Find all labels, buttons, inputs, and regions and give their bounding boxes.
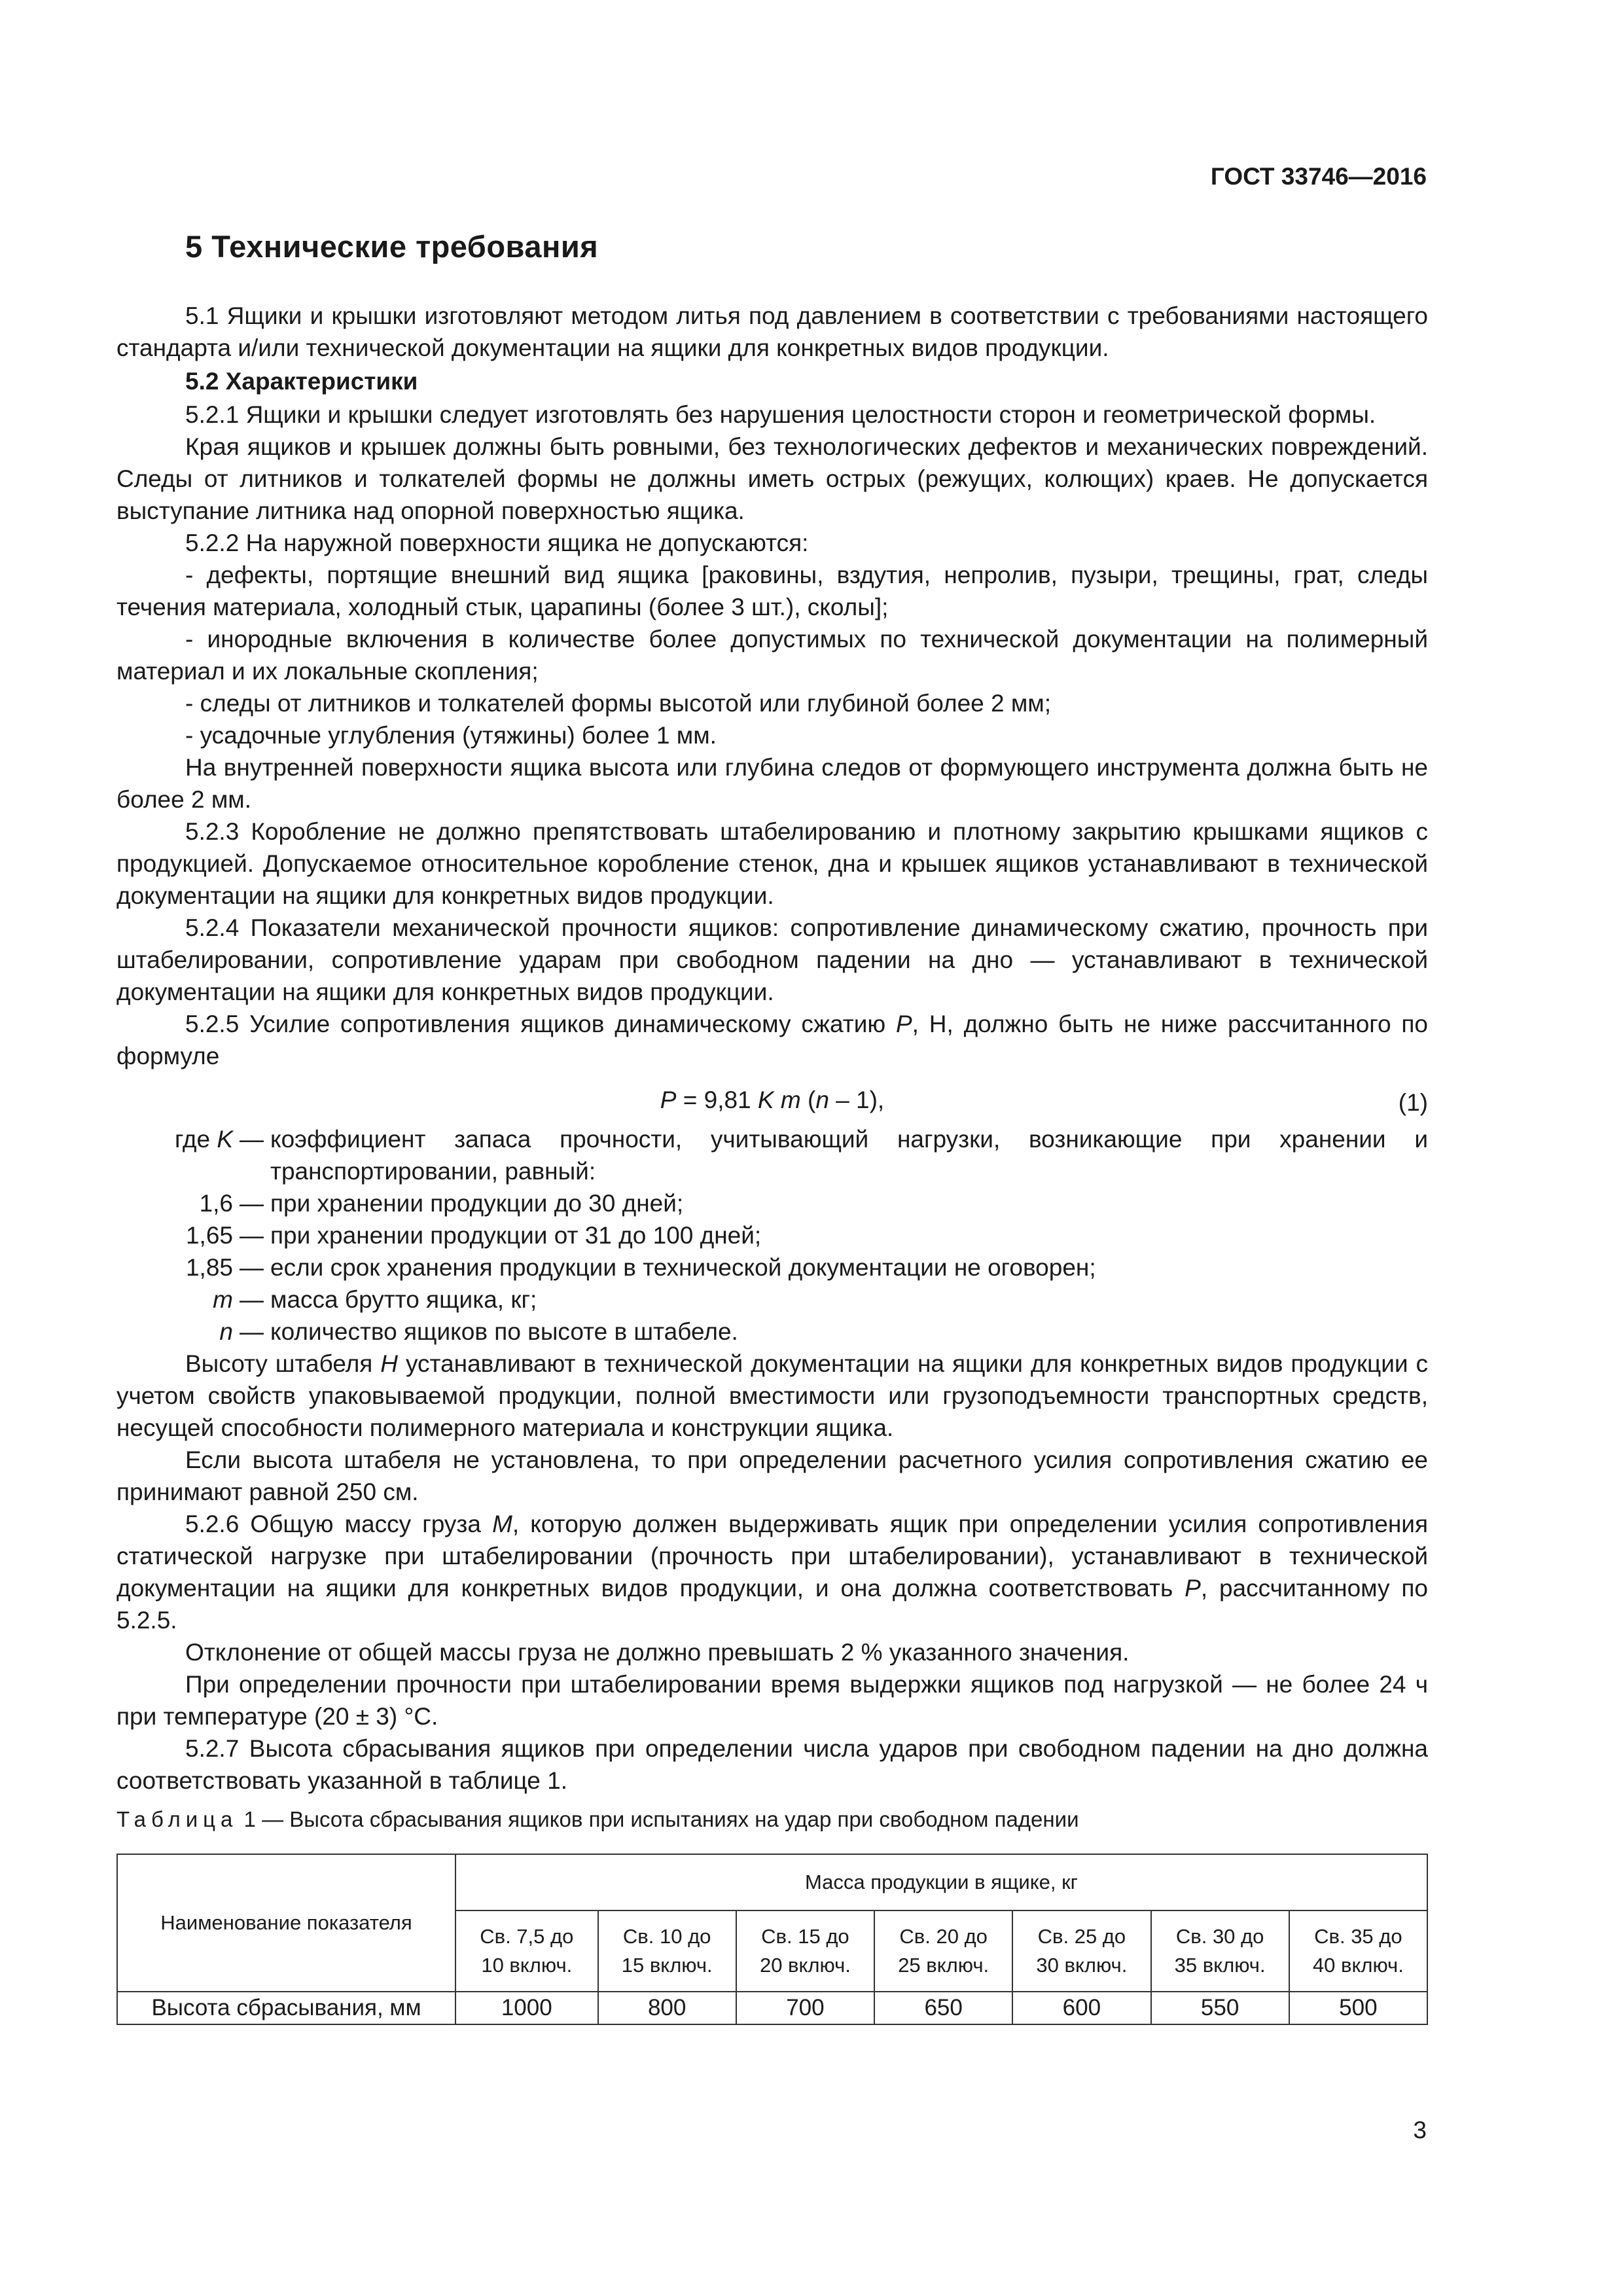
formula-row [116,1081,1428,1121]
where-item: 1,65 — при хранении продукции от 31 до 100 дней; [185,1222,762,1249]
table-column-header: Св. 20 до 25 включ. [874,1910,1012,1992]
table-cell: 650 [874,1992,1012,2024]
symbol-p: P [895,1011,912,1037]
paragraph-5-2-7: 5.2.7 Высота сбрасывания ящиков при определении числа ударов при свободном падении на дно должна соответствовать указанной в таблице 1. [116,1735,1428,1794]
where-item: 1,85 — если срок хранения продукции в технической документации не оговорен; [185,1254,1096,1281]
paragraph-edges: Края ящиков и крышек должны быть ровными, без технологических дефектов и механических повреждений. Следы от литников и толкателей формы не должны иметь острых (режущих, колющих) краев. Не допускается выступание литника над опорной поверхностью ящика. [116,433,1428,524]
table-caption: Таблица 1 — Высота сбрасывания ящиков при испытаниях на удар при свободном падении [116,1807,1079,1831]
where-k: где K — коэффициент запаса прочности, учитывающий нагрузки, возникающие при хранении и транспортировании, равный: [175,1126,1428,1185]
paragraph-5-2-4: 5.2.4 Показатели механической прочности ящиков: сопротивление динамическому сжатию, прочность при штабелировании, сопротивление ударам при свободном падении на дно — устанавливают в технической документации на ящики для конкретных видов продукции. [116,914,1428,1005]
paragraph-deviation: Отклонение от общей массы груза не должно превышать 2 % указанного значения. [185,1639,1130,1666]
list-item: - усадочные углубления (утяжины) более 1 мм. [185,722,717,749]
table-cell: 500 [1289,1992,1427,2024]
table-cell: 700 [736,1992,874,2024]
subsection-title-5-2: 5.2 Характеристики [185,368,418,395]
paragraph-default-height: Если высота штабеля не установлена, то при определении расчетного усилия сопротивления сжатию ее принимают равной 250 см. [116,1446,1428,1505]
table-row-header: Наименование показателя [117,1854,455,1992]
list-item: - инородные включения в количестве более допустимых по технической документации на полимерный материал и их локальные скопления; [116,626,1428,685]
paragraph-5-2-5 [116,1008,1428,1072]
table-group-header: Масса продукции в ящике, кг [455,1854,1427,1910]
text-run: 5.2.5 Усилие сопротивления ящиков динамическому сжатию [185,1011,896,1037]
table-column-header: Св. 25 до 30 включ. [1012,1910,1150,1992]
list-item: - дефекты, портящие внешний вид ящика [раковины, вздутия, непролив, пузыри, трещины, грат, следы течения материала, холодный стык, царапины (более 3 шт.), сколы]; [116,562,1428,620]
section-title: 5 Технические требования [185,229,599,264]
document-body [116,300,1428,2025]
drop-height-table [116,1854,1428,2025]
table-column-header: Св. 35 до 40 включ. [1289,1910,1427,1992]
where-n: n — количество ящиков по высоте в штабеле. [219,1318,738,1345]
table-column-header: Св. 30 до 35 включ. [1151,1910,1289,1992]
paragraph-5-2-1: 5.2.1 Ящики и крышки следует изготовлять без нарушения целостности сторон и геометрической формы. [185,401,1376,428]
paragraph-5-1: 5.1 Ящики и крышки изготовляют методом литья под давлением в соответствии с требованиями настоящего стандарта и/или технической документации на ящики для конкретных видов продукции. [116,302,1428,361]
paragraph-inner-surface: На внутренней поверхности ящика высота или глубина следов от формующего инструмента должна быть не более 2 мм. [116,754,1428,813]
formula-number: (1) [1398,1089,1428,1116]
paragraph-5-2-6: 5.2.6 Общую массу груза M, которую должен выдерживать ящик при определении усилия сопротивления статической нагрузке при штабелировании (прочность при штабелировании), устанавливают в технической документации на ящики для конкретных видов продукции, и она должна соответствовать P, рассчитанному по 5.2.5. [116,1511,1428,1634]
paragraph-5-2-3: 5.2.3 Коробление не должно препятствовать штабелированию и плотному закрытию крышками ящиков с продукцией. Допускаемое относительное коробление стенок, дна и крышек ящиков устанавливают в технической документации на ящики для конкретных видов продукции. [116,818,1428,909]
where-item: 1,6 — при хранении продукции до 30 дней; [199,1190,684,1217]
formula: P = 9,81 K m (n – 1), [660,1086,885,1113]
table-column-header: Св. 7,5 до 10 включ. [455,1910,598,1992]
list-item: - следы от литников и толкателей формы высотой или глубиной более 2 мм; [185,690,1052,717]
paragraph-hold-time: При определении прочности при штабелировании время выдержки ящиков под нагрузкой — не более 24 ч при температуре (20 ± 3) °С. [116,1671,1428,1730]
paragraph-stack-height: Высоту штабеля H устанавливают в технической документации на ящики для конкретных видов продукции с учетом свойств упаковываемой продукции, полной вместимости или грузоподъемности транспортных средств, несущей способности полимерного материала и конструкции ящика. [116,1350,1428,1441]
table-cell: 550 [1151,1992,1289,2024]
table-column-header: Св. 10 до 15 включ. [598,1910,736,1992]
table-column-header: Св. 15 до 20 включ. [736,1910,874,1992]
where-m: m — масса брутто ящика, кг; [213,1286,537,1313]
paragraph-5-2-2: 5.2.2 На наружной поверхности ящика не допускаются: [185,529,809,556]
text-run: , Н, должно быть не ниже рассчитанного по формуле [116,1011,1428,1069]
table-row-label: Высота сбрасывания, мм [117,1992,455,2024]
table-row [117,1992,1427,2024]
table-cell: 600 [1012,1992,1150,2024]
page-number: 3 [1413,2117,1427,2144]
standard-code: ГОСТ 33746—2016 [1210,163,1427,190]
table-cell: 800 [598,1992,736,2024]
table-cell: 1000 [455,1992,598,2024]
